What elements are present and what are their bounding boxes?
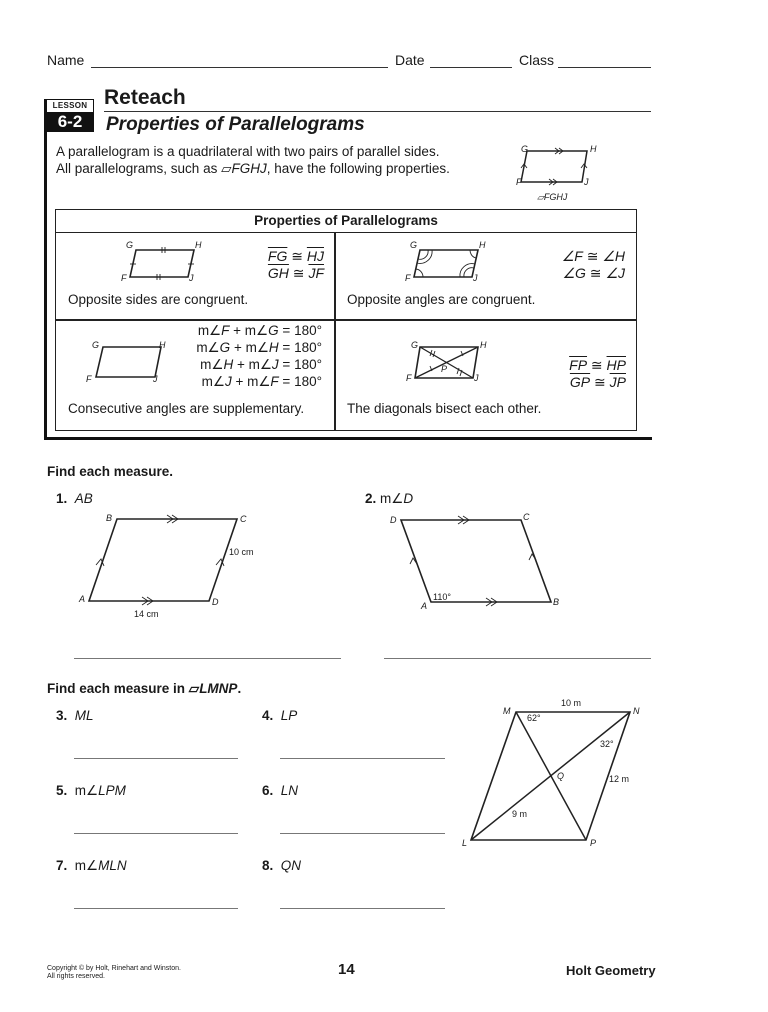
class-field[interactable] [558, 67, 651, 68]
table-column-divider [334, 232, 336, 431]
answer-line-7[interactable] [74, 908, 238, 909]
problem-1-figure [85, 515, 245, 605]
answer-line-4[interactable] [280, 758, 445, 759]
sum-row: m∠H + m∠J = 180° [200, 357, 322, 372]
lmnp-segment-lq: 9 m [512, 809, 528, 819]
c3-label-f: F [86, 374, 92, 384]
p2-label-b: B [553, 597, 560, 607]
parallelogram-symbol: ▱ [188, 681, 200, 696]
p1-label-a: A [79, 594, 86, 604]
diagonals-figure [412, 345, 492, 385]
answer-line-2[interactable] [384, 658, 651, 659]
answer-line-1[interactable] [74, 658, 341, 659]
opposite-sides-relations: $\overline{FG}$ ≅ $\overline{HJ}$ $\overline{GH}$ ≅ $\overline{JF}$ [267, 248, 324, 281]
intro-line-1: A parallelogram is a quadrilateral with two pairs of parallel sides. [56, 144, 440, 159]
c2-label-j: J [473, 273, 478, 283]
lmnp-figure [455, 690, 655, 855]
problem-1: 1. AB [56, 491, 93, 506]
p1-label-c: C [240, 514, 247, 524]
problem-6: 6. LN [262, 783, 299, 798]
answer-line-6[interactable] [280, 833, 445, 834]
copyright: Copyright © by Holt, Rinehart and Winston. All rights reserved. [47, 965, 181, 980]
problem-2-figure [398, 517, 558, 607]
p2-label-d: D [390, 515, 397, 525]
frame-left-bar [44, 99, 47, 440]
date-field[interactable] [430, 67, 512, 68]
consecutive-angles-relations [170, 322, 322, 390]
c3-label-h: H [159, 340, 166, 350]
intro-label-h: H [590, 144, 597, 154]
title-rule [104, 111, 651, 112]
intro-line-2: All parallelograms, such as ▱FGHJ, have the following properties. [56, 161, 450, 176]
sum-row: m∠G + m∠H = 180° [196, 340, 322, 355]
intro-label-j: J [584, 177, 589, 187]
problem-7: 7. m∠MLN [56, 858, 127, 873]
problem-8: 8. QN [262, 858, 302, 873]
frame-bottom-bar [44, 437, 652, 440]
parallelogram-symbol: ▱ [221, 161, 232, 176]
c3-label-j: J [153, 374, 158, 384]
c4-label-p: P [441, 364, 448, 374]
lmnp-label-m: M [503, 706, 511, 716]
sum-row: m∠J + m∠F = 180° [201, 374, 322, 389]
p2-label-c: C [523, 512, 530, 522]
answer-line-8[interactable] [280, 908, 445, 909]
problem-2: 2. m∠D [365, 491, 414, 506]
section1-heading: Find each measure. [47, 464, 174, 479]
c1-label-h: H [195, 240, 202, 250]
properties-table-title: Properties of Parallelograms [55, 209, 637, 233]
lmnp-side-np: 12 m [609, 774, 630, 784]
c2-label-h: H [479, 240, 486, 250]
class-label: Class [519, 52, 555, 68]
lmnp-label-p: P [590, 838, 597, 848]
c4-label-h: H [480, 340, 487, 350]
page-title: Reteach [104, 86, 186, 109]
book-title: Holt Geometry [566, 963, 656, 978]
table-row-divider [55, 319, 637, 321]
name-field[interactable] [91, 67, 388, 68]
intro-label-g: G [521, 144, 529, 154]
intro-label-f: F [516, 177, 522, 187]
date-label: Date [395, 52, 425, 68]
lesson-badge-label: LESSON [46, 99, 94, 112]
problem-4: 4. LP [262, 708, 298, 723]
intro-figure-caption: ▱FGHJ [537, 192, 568, 202]
answer-line-3[interactable] [74, 758, 238, 759]
consecutive-angles-figure [91, 345, 171, 385]
sum-row: m∠F + m∠G = 180° [197, 323, 322, 338]
p1-side-cd-length: 10 cm [229, 547, 254, 557]
problem-5: 5. m∠LPM [56, 783, 126, 798]
lmnp-angle-m: 62° [527, 713, 541, 723]
c1-label-g: G [126, 240, 134, 250]
c4-label-f: F [406, 373, 412, 383]
name-label: Name [47, 52, 85, 68]
p1-side-ad-length: 14 cm [134, 609, 159, 619]
c1-label-j: J [189, 273, 194, 283]
p1-label-b: B [106, 513, 113, 523]
c2-label-f: F [405, 273, 411, 283]
p1-label-d: D [212, 597, 219, 607]
lmnp-angle-n: 32° [600, 739, 614, 749]
diagonals-relations: $\overline{FP}$ ≅ $\overline{HP}$ $\overline{GP}$ ≅ $\overline{JP}$ [569, 357, 626, 390]
c4-label-j: J [474, 373, 479, 383]
lmnp-side-mn: 10 m [561, 698, 582, 708]
answer-line-5[interactable] [74, 833, 238, 834]
p2-angle-a: 110° [433, 592, 451, 602]
section2-heading: Find each measure in ▱LMNP. [47, 681, 242, 696]
lmnp-label-q: Q [557, 771, 565, 781]
c1-label-f: F [121, 273, 127, 283]
page-number: 14 [338, 961, 355, 978]
c4-label-g: G [411, 340, 419, 350]
lmnp-label-n: N [633, 706, 640, 716]
intro-text [56, 143, 450, 177]
problem-3: 3. ML [56, 708, 94, 723]
opposite-angles-relations: ∠F ≅ ∠H ∠G ≅ ∠J [561, 248, 625, 281]
page-subtitle: Properties of Parallelograms [106, 114, 365, 135]
diagonals-caption: The diagonals bisect each other. [347, 401, 542, 416]
p2-label-a: A [421, 601, 428, 611]
c2-label-g: G [410, 240, 418, 250]
opposite-sides-caption: Opposite sides are congruent. [68, 292, 249, 307]
opposite-angles-caption: Opposite angles are congruent. [347, 292, 536, 307]
consecutive-angles-caption: Consecutive angles are supplementary. [68, 401, 305, 416]
lesson-number: 6-2 [46, 112, 94, 132]
lmnp-label-l: L [462, 838, 468, 848]
c3-label-g: G [92, 340, 100, 350]
